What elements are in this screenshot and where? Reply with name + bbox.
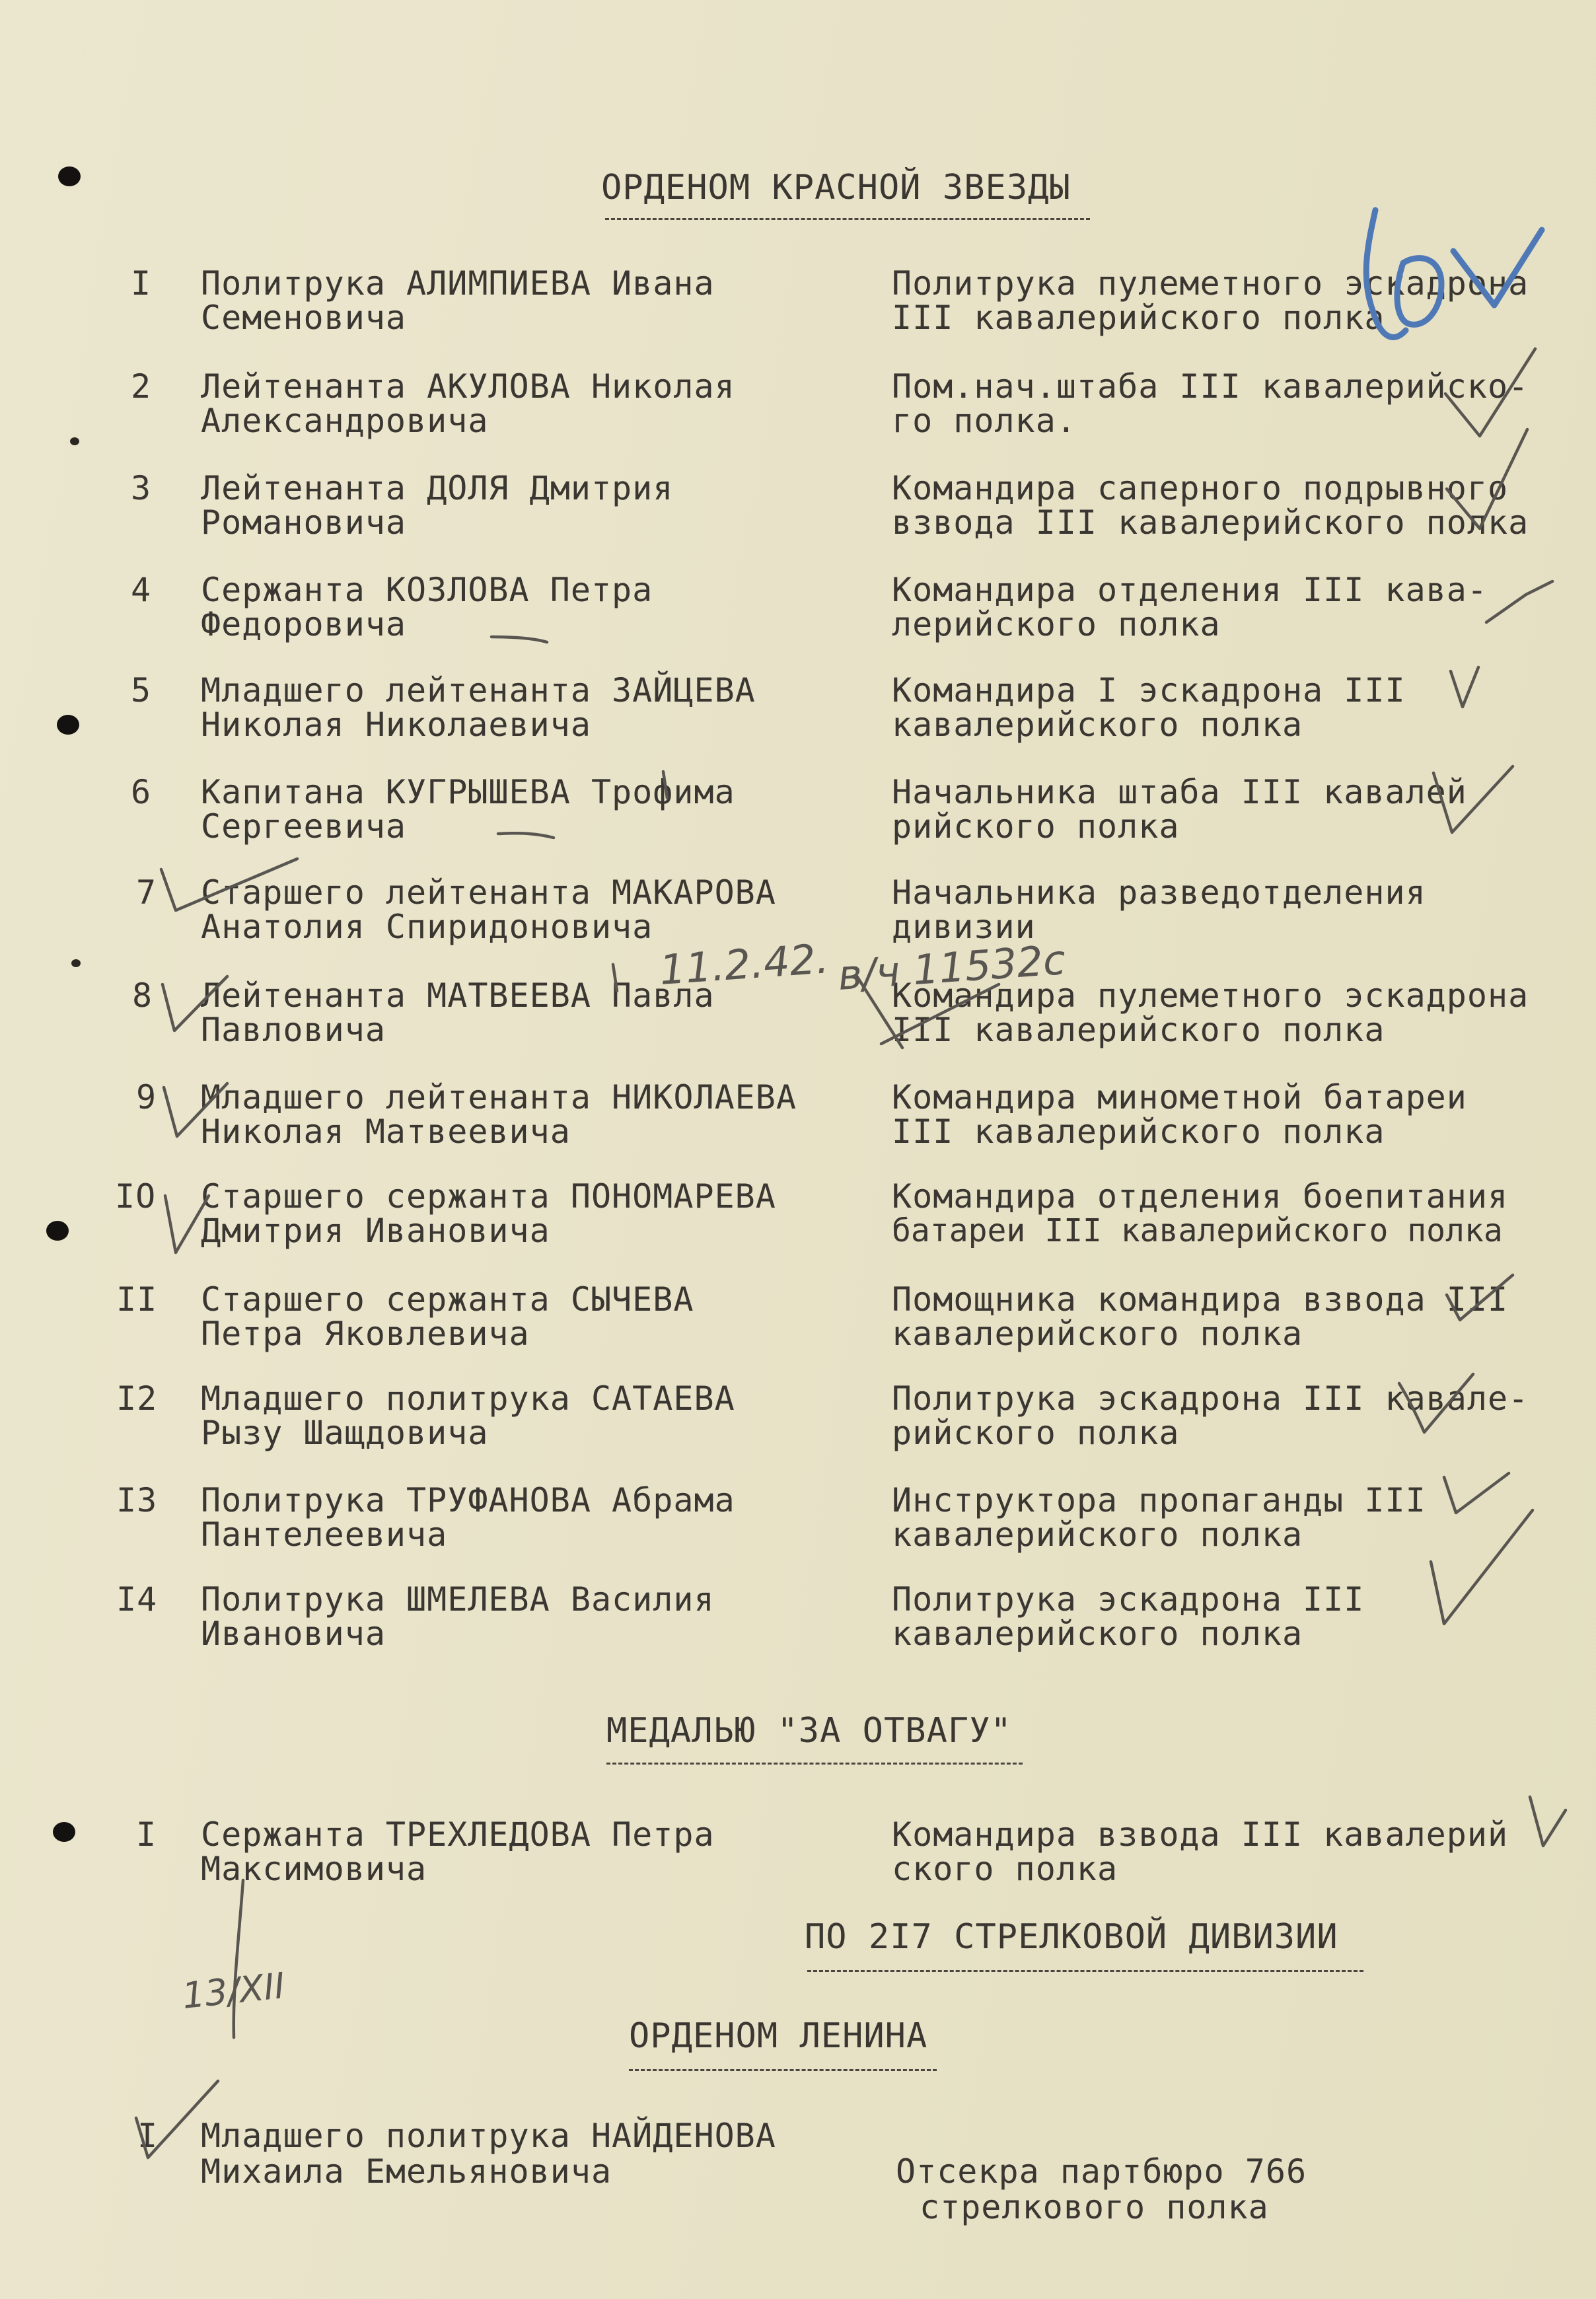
entry-name-line: Пантелеевича [201, 1515, 448, 1554]
entry-name-line: Семеновича [201, 299, 407, 337]
check-mark [1447, 1275, 1513, 1320]
entry-post-line: Помощника командира взвода III [892, 1280, 1509, 1319]
correction-mark [663, 772, 667, 798]
entry-number: 8 [132, 976, 153, 1015]
entry-name-line: Сержанта КОЗЛОВА Петра [201, 571, 653, 609]
section-title-red-star: ОРДЕНОМ КРАСНОЙ ЗВЕЗДЫ [601, 168, 1071, 207]
entry-name-line: Лейтенанта АКУЛОВА Николая [201, 367, 735, 406]
entry-name-line: Петра Яковлевича [201, 1315, 530, 1353]
check-mark [163, 976, 227, 1031]
check-mark [164, 1083, 227, 1136]
entry-number: I4 [116, 1580, 158, 1619]
entry-post-line: ского полка [892, 1850, 1118, 1888]
check-mark [1451, 667, 1478, 707]
entry-post-line: го полка. [892, 402, 1077, 440]
entry-name-line: Сергеевича [201, 807, 407, 846]
entry-name-line: Политрука АЛИМПИЕВА Ивана [201, 264, 715, 303]
correction-mark [613, 965, 617, 991]
entry-name-line: Федоровича [201, 605, 407, 643]
entry-post-line: Начальника штаба III кавалей [892, 773, 1467, 811]
entry-name-line: Старшего сержанта СЫЧЕВА [201, 1280, 694, 1319]
entry-name-line: Сержанта ТРЕХЛЕДОВА Петра [201, 1815, 715, 1854]
handwritten-annotations [180, 934, 1068, 2017]
entry-name-line: Александровича [201, 402, 489, 440]
check-mark [1431, 1510, 1533, 1624]
entry-name-line: Лейтенанта ДОЛЯ Дмитрия [201, 469, 674, 507]
entry-post-line: дивизии [892, 908, 1036, 946]
entry-post-line: кавалерийского полка [892, 706, 1303, 744]
entry-post-line: лерийского полка [892, 605, 1221, 643]
entry-post-line: Политрука эскадрона III [892, 1580, 1365, 1619]
handwritten-date: 11.2.42. [657, 934, 830, 994]
entry-name-line: Политрука ШМЕЛЕВА Василия [201, 1580, 715, 1619]
entry-number: 3 [131, 469, 152, 507]
check-mark [1530, 1797, 1566, 1846]
entry-post-line: Командира отделения боепитания [892, 1177, 1509, 1216]
entry-name-line: Николая Матвеевича [201, 1113, 571, 1151]
entry-number: I [137, 2117, 159, 2155]
entry-name-line: Младшего политрука САТАЕВА [201, 1379, 735, 1418]
entry-name-line: Рызу Шащдовича [201, 1414, 489, 1452]
entry-post-line: Инструктора пропаганды III [892, 1481, 1426, 1519]
check-mark [165, 1196, 209, 1253]
blue-pencil-marks [1366, 210, 1542, 337]
entry-number: I [136, 1815, 157, 1854]
vertical-stroke [234, 1880, 243, 2037]
entry-post-line: III кавалерийского полка [892, 1113, 1385, 1151]
entry-post-line: Командира отделения III кава- [892, 571, 1488, 609]
entry-name-line: Старшего лейтенанта МАКАРОВА [201, 873, 776, 912]
entry-post-line: рийского полка [892, 1414, 1180, 1452]
entry-post-line: Командира I эскадрона III [892, 671, 1406, 710]
entry-post-line: Начальника разведотделения [892, 873, 1426, 912]
graphite-marks [136, 349, 1566, 2158]
section-title-lenin: ОРДЕНОМ ЛЕНИНА [629, 2016, 928, 2056]
blue-pencil-mark [1397, 258, 1441, 325]
entry-name-line: Максимовича [201, 1850, 427, 1888]
entry-post-line: стрелкового полка [920, 2188, 1269, 2226]
entry-number: I2 [116, 1379, 158, 1418]
entry-number: 9 [136, 1078, 157, 1116]
entry-number: 2 [131, 367, 152, 406]
entry-name-line: Михаила Емельяновича [201, 2152, 612, 2191]
entry-name-line: Младшего лейтенанта НИКОЛАЕВА [201, 1078, 797, 1116]
entry-name-line: Лейтенанта МАТВЕЕВА Павла [201, 976, 715, 1015]
dash-mark [498, 833, 554, 838]
entry-post-line: Командира минометной батареи [892, 1078, 1467, 1116]
entry-number: I3 [116, 1481, 158, 1519]
entry-post-line: Командира пулеметного эскадрона [892, 976, 1529, 1015]
handwritten-unit: в/ч 11532с [836, 935, 1068, 1000]
entry-name-line: Капитана КУГРЫШЕВА Трофима [201, 773, 735, 811]
entry-post-line: взвода III кавалерийского полка [892, 503, 1529, 542]
entry-name-line: Политрука ТРУФАНОВА Абрама [201, 1481, 735, 1519]
entry-number: 5 [131, 671, 152, 710]
handwritten-margin-note: 13/XII [180, 1964, 287, 2017]
check-mark [1433, 766, 1513, 832]
entry-number: 7 [136, 873, 157, 912]
check-mark [1445, 349, 1535, 436]
entry-post-line: кавалерийского полка [892, 1315, 1303, 1353]
entry-number: I [131, 264, 152, 303]
blue-pencil-mark [1453, 230, 1542, 305]
entry-number: IO [115, 1177, 157, 1216]
entry-name-line: Дмитрия Ивановича [201, 1212, 550, 1250]
entry-post-line: III кавалерийского полка [892, 1011, 1385, 1049]
check-mark [1399, 1374, 1473, 1432]
entry-name-line: Николая Николаевича [201, 706, 591, 744]
entry-name-line: Романовича [201, 503, 407, 542]
entry-post-line: Командира саперного подрывного [892, 469, 1509, 507]
entry-post-line: кавалерийского полка [892, 1515, 1303, 1554]
dash-mark [491, 637, 547, 642]
division-header: ПО 2I7 СТРЕЛКОВОЙ ДИВИЗИИ [805, 1917, 1338, 1957]
entry-post-line: Командира взвода III кавалерий [892, 1815, 1509, 1854]
entry-name-line: Младшего лейтенанта ЗАЙЦЕВА [201, 671, 756, 710]
entry-post-line: батареи III кавалерийского полка [892, 1212, 1503, 1249]
check-mark [1447, 429, 1527, 529]
entry-number: II [116, 1280, 158, 1319]
entry-post-line: Политрука пулеметного эскадрона [892, 264, 1529, 303]
entry-number: 4 [131, 571, 152, 609]
check-mark [1444, 1473, 1509, 1513]
entry-number: 6 [131, 773, 152, 811]
entry-name-line: Старшего сержанта ПОНОМАРЕВА [201, 1177, 776, 1216]
entry-name-line: Младшего политрука НАЙДЕНОВА [201, 2117, 776, 2155]
entry-post-line: Пом.нач.штаба III кавалерийско- [892, 367, 1529, 406]
entry-post-line: III кавалерийского полка [892, 299, 1385, 337]
entry-name-line: Ивановича [201, 1615, 386, 1653]
entry-post-line: Политрука эскадрона III кавале- [892, 1379, 1529, 1418]
entry-post-line: рийского полка [892, 807, 1180, 846]
entry-post-line: Отсекра партбюро 766 [896, 2152, 1307, 2191]
check-mark [161, 859, 297, 910]
check-mark [1486, 581, 1552, 622]
entry-post-line: кавалерийского полка [892, 1615, 1303, 1653]
check-mark [136, 2081, 218, 2158]
section-title-medal: МЕДАЛЬЮ "ЗА ОТВАГУ" [606, 1711, 1012, 1751]
entry-name-line: Анатолия Спиридоновича [201, 908, 653, 946]
entry-name-line: Павловича [201, 1011, 386, 1049]
